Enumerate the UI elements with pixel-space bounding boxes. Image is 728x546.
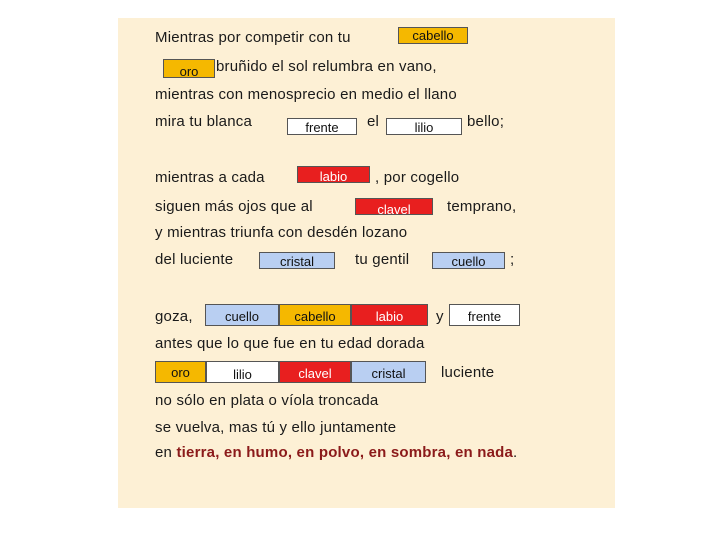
poem-line-10: antes que lo que fue en tu edad dorada: [155, 335, 425, 352]
poem-line-14: [155, 444, 517, 461]
poem-line-6a: siguen más ojos que al: [155, 198, 313, 215]
word-tag-lilio-2[interactable]: lilio: [206, 361, 279, 383]
poem-line-4c: bello;: [467, 113, 505, 130]
word-tag-labio-2[interactable]: labio: [351, 304, 428, 326]
word-tag-labio[interactable]: labio: [297, 166, 370, 183]
poem-closing-emphasis: tierra, en humo, en polvo, en sombra, en nada: [176, 444, 514, 461]
poem-line-4b: el: [367, 113, 380, 130]
word-tag-clavel[interactable]: clavel: [355, 198, 433, 215]
poem-line-5a: mientras a cada: [155, 169, 265, 186]
poem-line-4a: mira tu blanca: [155, 113, 253, 130]
word-tag-clavel-2[interactable]: clavel: [279, 361, 351, 383]
poem-line-6b: temprano,: [447, 198, 517, 215]
poem-line-12: no sólo en plata o víola troncada: [155, 392, 379, 409]
poem-line-1: Mientras por competir con tu: [155, 29, 351, 46]
poem-line-7: y mientras triunfa con desdén lozano: [155, 224, 408, 241]
word-tag-oro[interactable]: oro: [163, 59, 215, 78]
poem-line-3: mientras con menosprecio en medio el llano: [155, 86, 457, 103]
poem-line-14a: en: [155, 444, 173, 461]
poem-line-8c: ;: [510, 251, 515, 268]
poem-line-11: luciente: [441, 364, 495, 381]
poem-line-8a: del luciente: [155, 251, 234, 268]
word-tag-cristal-2[interactable]: cristal: [351, 361, 426, 383]
poem-line-9a: goza,: [155, 308, 193, 325]
word-tag-lilio[interactable]: lilio: [386, 118, 462, 135]
poem-line-9b: y: [436, 308, 444, 325]
word-tag-frente[interactable]: frente: [287, 118, 357, 135]
word-tag-cabello-2[interactable]: cabello: [279, 304, 351, 326]
poem-line-14c: .: [513, 444, 518, 461]
poem-line-2: bruñido el sol relumbra en vano,: [216, 58, 437, 75]
poem-line-5b: , por cogello: [375, 169, 460, 186]
word-tag-oro-2[interactable]: oro: [155, 361, 206, 383]
poem-line-13: se vuelva, mas tú y ello juntamente: [155, 419, 397, 436]
word-tag-cristal[interactable]: cristal: [259, 252, 335, 269]
word-tag-frente-2[interactable]: frente: [449, 304, 520, 326]
word-tag-cuello-2[interactable]: cuello: [205, 304, 279, 326]
word-tag-cabello[interactable]: cabello: [398, 27, 468, 44]
word-tag-cuello[interactable]: cuello: [432, 252, 505, 269]
poem-line-8b: tu gentil: [355, 251, 410, 268]
